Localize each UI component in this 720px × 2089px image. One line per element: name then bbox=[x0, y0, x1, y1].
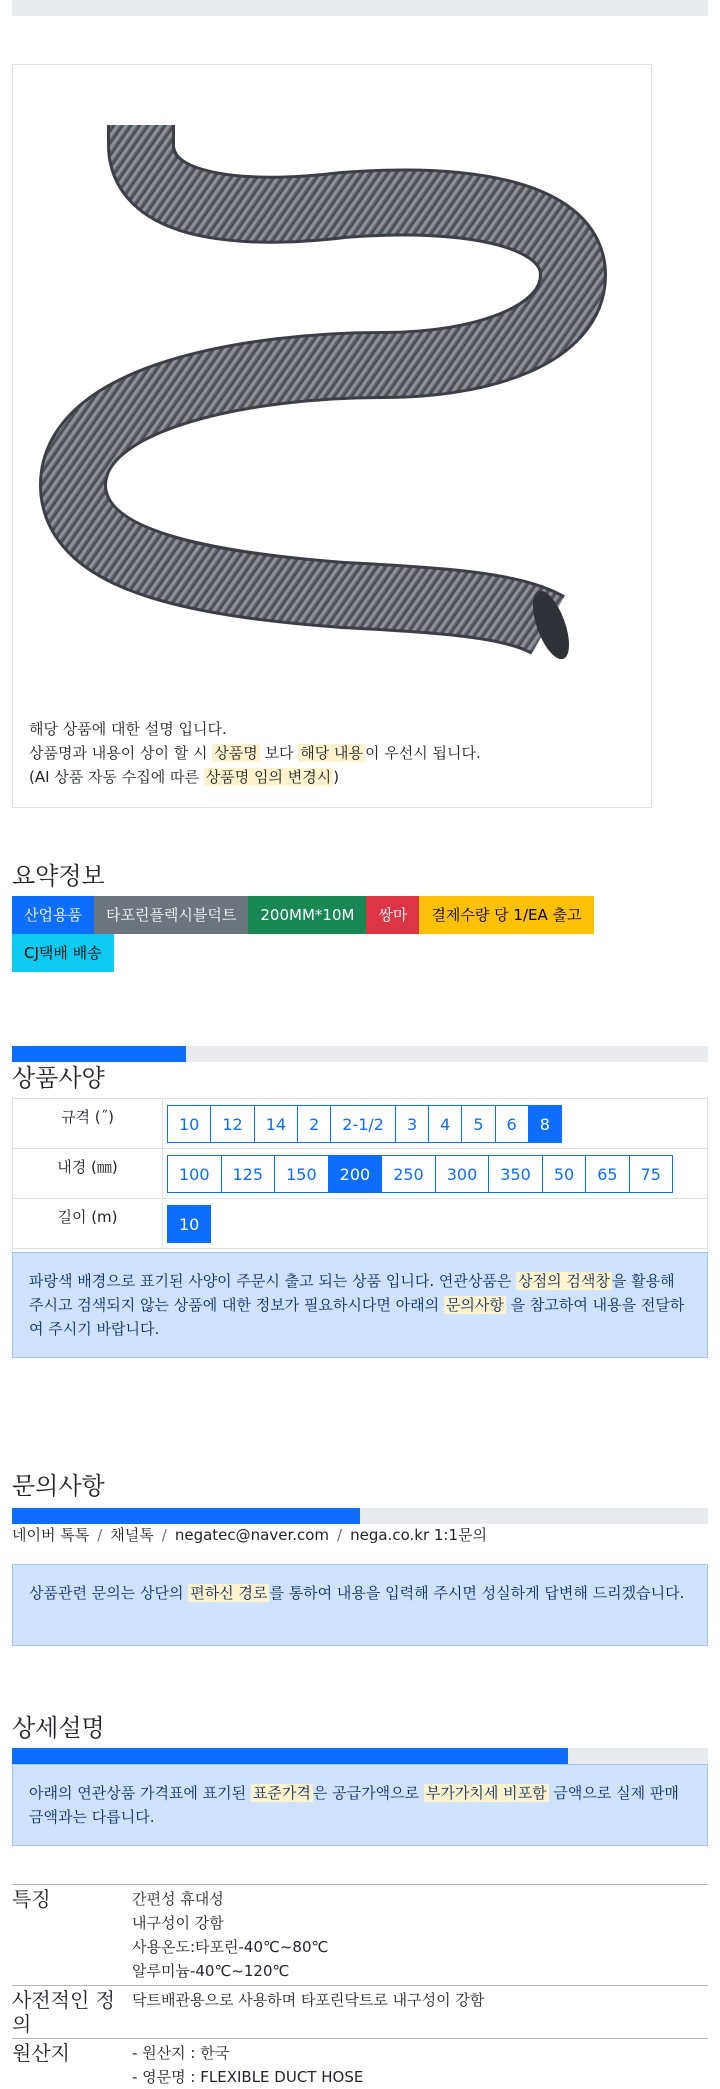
description-text: 보다 bbox=[259, 744, 299, 762]
contact-naver-talk[interactable]: 네이버 톡톡 bbox=[12, 1526, 90, 1544]
inquiry-progress-bar bbox=[12, 1508, 708, 1524]
notice-text: 은 공급가액으로 bbox=[312, 1784, 424, 1802]
inquiry-progress-fill bbox=[12, 1508, 360, 1524]
notice-text: 파랑색 배경으로 표기된 사양이 주문시 출고 되는 상품 입니다. 연관상품은 bbox=[29, 1272, 517, 1290]
spec-row-diameter bbox=[13, 1149, 708, 1199]
description-line-3 bbox=[29, 765, 481, 789]
highlight-text: 상점의 검색창 bbox=[518, 1272, 610, 1290]
detail-value: - 원산지 : 한국 bbox=[132, 2044, 230, 2062]
spec-option[interactable]: 4 bbox=[428, 1105, 462, 1143]
spec-option[interactable]: 75 bbox=[629, 1155, 673, 1193]
spec-options bbox=[163, 1099, 708, 1149]
detail-label: 특징 bbox=[12, 1887, 51, 1911]
contact-email[interactable]: negatec@naver.com bbox=[174, 1526, 330, 1544]
spec-title: 상품사양 bbox=[12, 1064, 105, 1092]
detail-value: 내구성이 강함 bbox=[132, 1914, 224, 1932]
detail-values bbox=[132, 1988, 708, 2036]
spec-option[interactable]: 300 bbox=[435, 1155, 490, 1193]
spec-option[interactable]: 6 bbox=[495, 1105, 529, 1143]
spec-row-size bbox=[13, 1099, 708, 1149]
spec-table bbox=[12, 1098, 708, 1249]
separator: / bbox=[97, 1526, 103, 1544]
badge-size: 200MM*10M bbox=[248, 896, 366, 934]
detail-title: 상세설명 bbox=[12, 1714, 105, 1742]
description-text: ) bbox=[333, 768, 340, 786]
description-text: 해당 상품에 대한 설명 입니다. bbox=[29, 720, 227, 738]
detail-value: 알루미늄-40℃~120℃ bbox=[132, 1962, 290, 1980]
detail-row-features bbox=[12, 1885, 708, 1986]
detail-value: 간편성 휴대성 bbox=[132, 1890, 224, 1908]
spec-option[interactable]: 2 bbox=[297, 1105, 331, 1143]
product-image-box bbox=[12, 64, 652, 808]
detail-value: 사용온도:타포린-40℃~80℃ bbox=[132, 1938, 329, 1956]
description-line-1 bbox=[29, 717, 481, 741]
spec-option[interactable]: 10 bbox=[167, 1105, 211, 1143]
badge-shipping: CJ택배 배송 bbox=[12, 934, 114, 972]
notice-text: 아래의 연관상품 가격표에 표기된 bbox=[29, 1784, 251, 1802]
description-text: 상품명과 내용이 상이 할 시 bbox=[29, 744, 213, 762]
detail-label: 원산지 bbox=[12, 2041, 70, 2065]
spec-option[interactable]: 2-1/2 bbox=[330, 1105, 396, 1143]
notice-text: 를 통하여 내용을 입력해 주시면 성실하게 답변해 드리겠습니다. bbox=[269, 1584, 685, 1602]
detail-label: 사전적인 정의 bbox=[12, 1988, 115, 2036]
detail-table bbox=[12, 1884, 708, 2089]
spec-option[interactable]: 350 bbox=[488, 1155, 543, 1193]
spec-option[interactable]: 12 bbox=[210, 1105, 254, 1143]
summary-badges bbox=[12, 896, 708, 972]
spec-notice bbox=[12, 1252, 708, 1358]
spec-label: 규격 (˝) bbox=[13, 1099, 163, 1149]
highlight-text: 편하신 경로 bbox=[190, 1584, 268, 1602]
highlight-text: 상품명 bbox=[214, 744, 258, 762]
spec-option[interactable]: 100 bbox=[167, 1155, 222, 1193]
badge-brand: 쌍마 bbox=[366, 896, 419, 934]
spec-progress-bar bbox=[12, 1046, 708, 1062]
detail-progress-fill bbox=[12, 1748, 568, 1764]
notice-text: 을 참고하여 내용을 전달하여 주시기 바랍니다. bbox=[29, 1296, 685, 1338]
notice-text: 을 활용해 주시고 검색되지 않는 상품에 대한 정보가 필요하시다면 아래의 bbox=[29, 1272, 675, 1314]
highlight-text: 상품명 임의 변경시 bbox=[205, 768, 332, 786]
spec-option-selected[interactable]: 10 bbox=[167, 1205, 211, 1243]
detail-value: - 영문명 : FLEXIBLE DUCT HOSE bbox=[132, 2068, 364, 2086]
spec-option-selected[interactable]: 8 bbox=[528, 1105, 562, 1143]
product-description bbox=[29, 717, 481, 789]
top-placeholder-bar bbox=[12, 0, 708, 16]
spec-options bbox=[163, 1149, 708, 1199]
spec-option[interactable]: 3 bbox=[395, 1105, 429, 1143]
badge-category: 산업용품 bbox=[12, 896, 94, 934]
detail-row-origin bbox=[12, 2039, 708, 2089]
spec-options bbox=[163, 1199, 708, 1249]
detail-values bbox=[132, 2041, 708, 2089]
badge-product-type: 타포린플렉시블덕트 bbox=[94, 896, 248, 934]
spec-row-length bbox=[13, 1199, 708, 1249]
spec-option[interactable]: 5 bbox=[461, 1105, 495, 1143]
detail-value: 닥트배관용으로 사용하며 타포린닥트로 내구성이 강함 bbox=[132, 1991, 485, 2009]
badge-quantity: 결제수량 당 1/EA 출고 bbox=[419, 896, 593, 934]
spec-option[interactable]: 250 bbox=[381, 1155, 436, 1193]
notice-text: 상품관련 문의는 상단의 bbox=[29, 1584, 189, 1602]
spec-option[interactable]: 125 bbox=[221, 1155, 276, 1193]
spec-option-selected[interactable]: 200 bbox=[328, 1155, 383, 1193]
summary-title: 요약정보 bbox=[12, 862, 105, 890]
contact-channel-talk[interactable]: 채널톡 bbox=[110, 1526, 154, 1544]
spec-option[interactable]: 65 bbox=[585, 1155, 629, 1193]
highlight-text: 부가가치세 비포함 bbox=[425, 1784, 547, 1802]
inquiry-title: 문의사항 bbox=[12, 1472, 105, 1500]
separator: / bbox=[161, 1526, 167, 1544]
highlight-text: 문의사항 bbox=[445, 1296, 504, 1314]
notice-text: 금액으로 실제 판매금액과는 다릅니다. bbox=[29, 1784, 679, 1826]
description-text: 이 우선시 됩니다. bbox=[364, 744, 481, 762]
detail-notice bbox=[12, 1764, 708, 1846]
spec-label: 길이 (m) bbox=[13, 1199, 163, 1249]
description-line-2 bbox=[29, 741, 481, 765]
duct-hose-image bbox=[13, 65, 653, 705]
inquiry-notice bbox=[12, 1564, 708, 1646]
detail-row-definition bbox=[12, 1986, 708, 2039]
highlight-text: 해당 내용 bbox=[300, 744, 363, 762]
detail-progress-bar bbox=[12, 1748, 708, 1764]
spec-label: 내경 (㎜) bbox=[13, 1149, 163, 1199]
contact-website[interactable]: nega.co.kr 1:1문의 bbox=[350, 1526, 487, 1544]
separator: / bbox=[337, 1526, 343, 1544]
spec-option[interactable]: 50 bbox=[542, 1155, 586, 1193]
highlight-text: 표준가격 bbox=[252, 1784, 311, 1802]
detail-values bbox=[132, 1887, 708, 1983]
contact-links bbox=[12, 1524, 487, 1545]
spec-option[interactable]: 14 bbox=[254, 1105, 298, 1143]
description-text: (AI 상품 자동 수집에 따른 bbox=[29, 768, 204, 786]
spec-option[interactable]: 150 bbox=[274, 1155, 329, 1193]
